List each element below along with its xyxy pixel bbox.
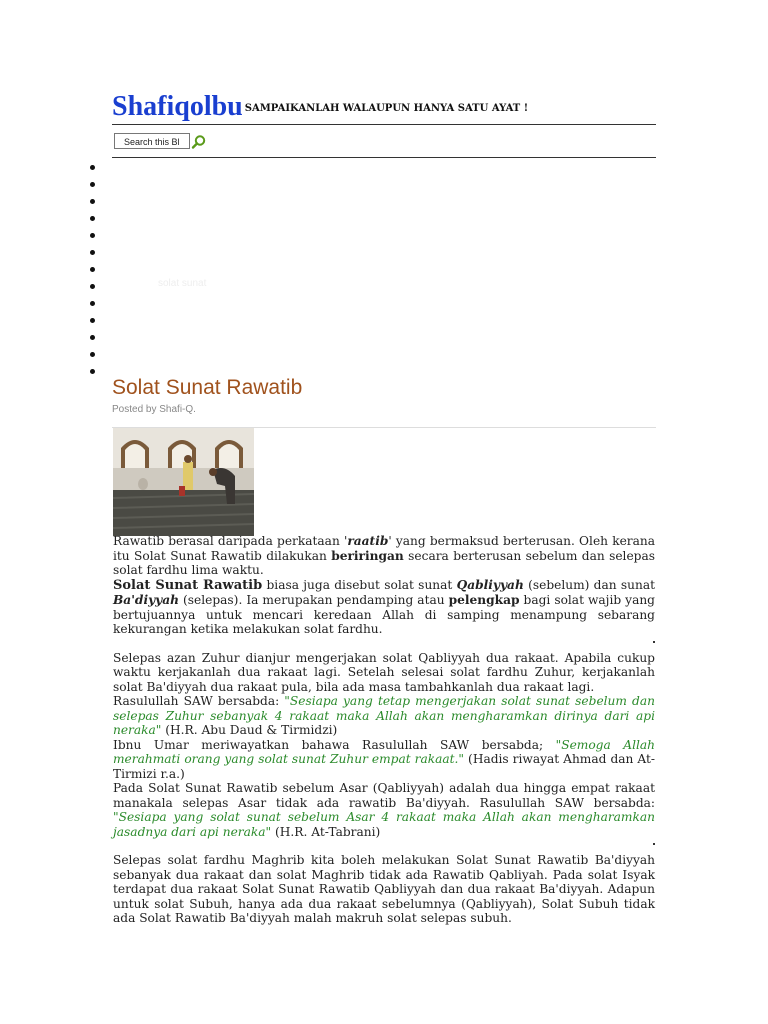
paragraph-hadith-1: Rasulullah SAW bersabda: "Sesiapa yang tetap mengerjakan solat sunat sebelum dan selepas Zuhur sebanyak 4 rakaat maka Allah akan mengharamkan dirinya dari api neraka" (H.R. Abu Daud & Tirmidzi) bbox=[113, 694, 655, 737]
paragraph-zuhur: Selepas azan Zuhur dianjur mengerjakan solat Qabliyyah dua rakaat. Apabila cukup waktu kerjakanlah dua rakaat lagi. Setelah selesai solat fardhu Zuhur, kerjakanlah solat Ba'diyyah dua rakaat pula, bila ada masa tambahkanlah dua rakaat lagi. bbox=[113, 650, 655, 694]
paragraph-spacer bbox=[113, 839, 655, 853]
search-divider bbox=[112, 157, 656, 158]
paragraph-intro: Rawatib berasal daripada perkataan 'raatib' yang bermaksud berterusan. Oleh kerana itu Solat Sunat Rawatib dilakukan beriringan secara berterusan sebelum dan selepas solat fardhu lima waktu. bbox=[113, 534, 655, 577]
paragraph-definition: Solat Sunat Rawatib biasa juga disebut solat sunat Qabliyyah (sebelum) dan sunat Ba'diyyah (selepas). Ia merupakan pendamping atau pelengkap bagi solat wajib yang bertujuannya untuk mencari keredaan Allah di samping menampung sebarang kekurangan ketika melakukan solat fardhu. bbox=[113, 577, 655, 636]
paragraph-spacer bbox=[113, 637, 655, 651]
search-form bbox=[114, 133, 206, 151]
paragraph-hadith-2: Ibnu Umar meriwayatkan bahawa Rasulullah SAW bersabda; "Semoga Allah merahmati orang yang solat sunat Zuhur empat rakaat." (Hadis riwayat Ahmad dan At-Tirmizi r.a.) bbox=[113, 737, 656, 781]
post-title[interactable]: Solat Sunat Rawatib bbox=[112, 376, 303, 399]
paragraph-asar: Pada Solat Sunat Rawatib sebelum Asar (Qabliyyah) adalah dua hingga empat rakaat manakala selepas Asar tidak ada rawatib Ba'diyyah. Rasulullah SAW bersabda: "Sesiapa yang solat sunat sebelum Asar 4 rakaat maka Allah akan mengharamkan jasadnya dari api neraka" (H.R. At-Tabrani) bbox=[113, 781, 655, 839]
post-image bbox=[113, 428, 254, 536]
search-icon[interactable] bbox=[191, 134, 207, 150]
blog-tagline: SAMPAIKANLAH WALAUPUN HANYA SATU AYAT ! bbox=[244, 103, 529, 114]
header-divider bbox=[112, 124, 656, 125]
post-meta: Posted by Shafi-Q. bbox=[112, 404, 196, 415]
paragraph-maghrib: Selepas solat fardhu Maghrib kita boleh melakukan Solat Sunat Rawatib Ba'diyyah sebanyak dua rakaat dan solat Maghrib tidak ada Rawatib Qabliyah. Pada solat Isyak terdapat dua rakaat Solat Sunat Rawatib Qabliyyah dan dua rakaat Ba'diyyah. Adapun untuk solat Subuh, hanya ada dua rakaat sebelumnya (Qabliyyah), Solat Subuh tidak ada Solat Rawatib Ba'diyyah malah makruh solat selepas subuh. bbox=[113, 853, 655, 925]
blog-title[interactable]: Shafiqolbu bbox=[112, 91, 243, 122]
search-input[interactable]: Search this Bl bbox=[114, 133, 190, 149]
post-body bbox=[113, 534, 655, 926]
blog-header bbox=[112, 92, 656, 122]
nav-item-faint[interactable]: solat sunat bbox=[158, 278, 207, 289]
